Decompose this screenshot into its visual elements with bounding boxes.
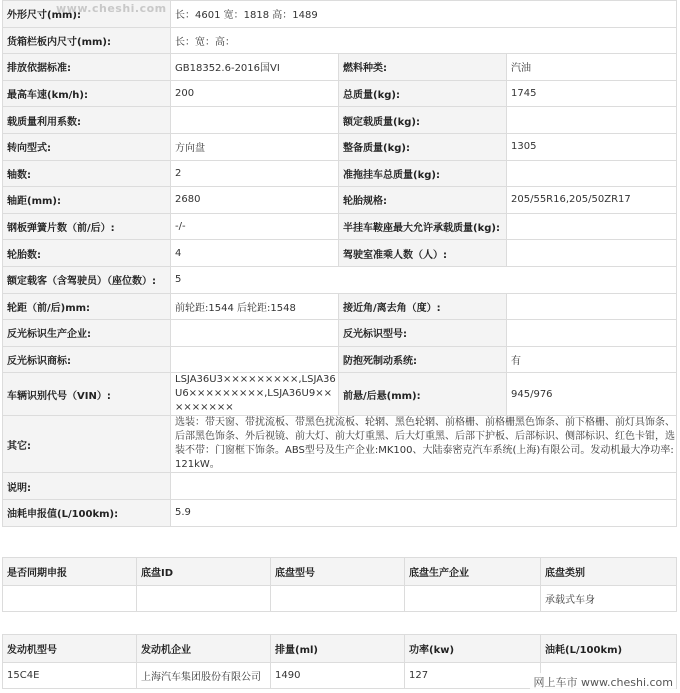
param-row: [3, 80, 677, 107]
param-label: 钢板弹簧片数（前/后）:: [3, 213, 171, 240]
param-label: 轮胎数:: [3, 240, 171, 267]
param-value: 长：4601 宽：1818 高：1489: [171, 1, 677, 28]
param-value: 5: [171, 266, 677, 293]
param-label: 额定载质量(kg):: [339, 107, 507, 134]
chassis-value-cell: 承载式车身: [541, 586, 677, 612]
param-label: 驾驶室准乘人数（人）:: [339, 240, 507, 267]
fuel-label: 油耗申报值(L/100km):: [3, 499, 171, 526]
remark-value: [171, 473, 677, 500]
engine-header-cell: 功率(kw): [405, 635, 541, 663]
param-value: GB18352.6-2016国VI: [171, 54, 339, 81]
param-value: 长：宽：高：: [171, 27, 677, 54]
chassis-header-cell: 是否同期申报: [3, 558, 137, 586]
vin-row: [3, 373, 677, 416]
other-label: 其它:: [3, 416, 171, 473]
chassis-value-cell: [137, 586, 271, 612]
param-label: 额定载客（含驾驶员）（座位数）:: [3, 266, 171, 293]
param-value: [507, 160, 677, 187]
engine-header-cell: 发动机企业: [137, 635, 271, 663]
param-row: [3, 54, 677, 81]
chassis-table: [2, 557, 677, 612]
param-row: [3, 320, 677, 347]
param-row: [3, 133, 677, 160]
param-value: 4: [171, 240, 339, 267]
engine-value-cell: 127: [405, 663, 541, 689]
vin-label: 车辆识别代号（VIN）:: [3, 373, 171, 416]
param-row: [3, 293, 677, 320]
param-label: 接近角/离去角（度）:: [339, 293, 507, 320]
param-row: [3, 27, 677, 54]
param-value: 1745: [507, 80, 677, 107]
param-label: 转向型式:: [3, 133, 171, 160]
param-value: [507, 293, 677, 320]
engine-value-cell: 上海汽车集团股份有限公司: [137, 663, 271, 689]
param-row: [3, 346, 677, 373]
engine-header-cell: 发动机型号: [3, 635, 137, 663]
chassis-value-row: [3, 586, 677, 612]
other-value: 选装：带天窗、带扰流板、带黑色扰流板、轮辋、黑色轮辋、前格栅、前格栅黑色饰条、前下格栅、前灯具饰条、后部黑色饰条、外后视镜、前大灯、前大灯重黑、后大灯重黑、后部下护板、后部标识、侧部标识、红色卡钳，选装不带：门窗框下饰条。ABS型号及生产企业:MK100、大陆泰密克汽车系统(上海)有限公司。发动机最大净功率:121kW。: [171, 416, 677, 473]
engine-value-cell: 1490: [271, 663, 405, 689]
param-label: 排放依据标准:: [3, 54, 171, 81]
remark-label: 说明:: [3, 473, 171, 500]
param-label: 反光标识生产企业:: [3, 320, 171, 347]
param-label: 最高车速(km/h):: [3, 80, 171, 107]
chassis-value-cell: [271, 586, 405, 612]
param-label: 防抱死制动系统:: [339, 346, 507, 373]
param-value: [507, 107, 677, 134]
fuel-value: 5.9: [171, 499, 677, 526]
fuel-row: [3, 499, 677, 526]
param-label: 轮距（前/后)mm:: [3, 293, 171, 320]
param-value: 200: [171, 80, 339, 107]
chassis-header-row: [3, 558, 677, 586]
overhang-value: 945/976: [507, 373, 677, 416]
param-value: 2680: [171, 187, 339, 214]
chassis-value-cell: [3, 586, 137, 612]
watermark-top: www.cheshi.com: [56, 2, 167, 15]
param-value: 2: [171, 160, 339, 187]
param-row: [3, 160, 677, 187]
param-value: -/-: [171, 213, 339, 240]
param-value: [507, 240, 677, 267]
chassis-header-cell: 底盘型号: [271, 558, 405, 586]
param-label: 准拖挂车总质量(kg):: [339, 160, 507, 187]
param-label: 货箱栏板内尺寸(mm):: [3, 27, 171, 54]
param-row: [3, 213, 677, 240]
param-value: 205/55R16,205/50ZR17: [507, 187, 677, 214]
param-label: 轴数:: [3, 160, 171, 187]
param-value: [507, 213, 677, 240]
param-value: [171, 107, 339, 134]
chassis-value-cell: [405, 586, 541, 612]
param-label: 轴距(mm):: [3, 187, 171, 214]
vin-value: LSJA36U3×××××××××,LSJA36U6×××××××××,LSJA36U9×××××××××: [171, 373, 339, 416]
param-value: [507, 320, 677, 347]
engine-header-cell: 排量(ml): [271, 635, 405, 663]
param-value: 前轮距:1544 后轮距:1548: [171, 293, 339, 320]
param-label: 燃料种类:: [339, 54, 507, 81]
engine-header-cell: 油耗(L/100km): [541, 635, 677, 663]
param-label: 半挂车鞍座最大允许承载质量(kg):: [339, 213, 507, 240]
param-label: 反光标识型号:: [339, 320, 507, 347]
param-value: [171, 346, 339, 373]
param-row: [3, 266, 677, 293]
param-value: 汽油: [507, 54, 677, 81]
param-label: 外形尺寸(mm):: [3, 1, 171, 28]
overhang-label: 前悬/后悬(mm):: [339, 373, 507, 416]
remark-row: [3, 473, 677, 500]
param-row: [3, 107, 677, 134]
watermark-bottom: 网上车市 www.cheshi.com: [530, 673, 676, 691]
vehicle-params-table: [2, 0, 677, 527]
engine-header-row: [3, 635, 677, 663]
param-value: 1305: [507, 133, 677, 160]
param-label: 反光标识商标:: [3, 346, 171, 373]
chassis-header-cell: 底盘生产企业: [405, 558, 541, 586]
chassis-header-cell: 底盘类别: [541, 558, 677, 586]
param-label: 总质量(kg):: [339, 80, 507, 107]
param-value: 方向盘: [171, 133, 339, 160]
param-row: [3, 240, 677, 267]
param-value: 有: [507, 346, 677, 373]
param-label: 载质量利用系数:: [3, 107, 171, 134]
param-label: 整备质量(kg):: [339, 133, 507, 160]
other-row: [3, 416, 677, 473]
param-label: 轮胎规格:: [339, 187, 507, 214]
param-row: [3, 187, 677, 214]
param-value: [171, 320, 339, 347]
chassis-header-cell: 底盘ID: [137, 558, 271, 586]
engine-value-cell: 15C4E: [3, 663, 137, 689]
